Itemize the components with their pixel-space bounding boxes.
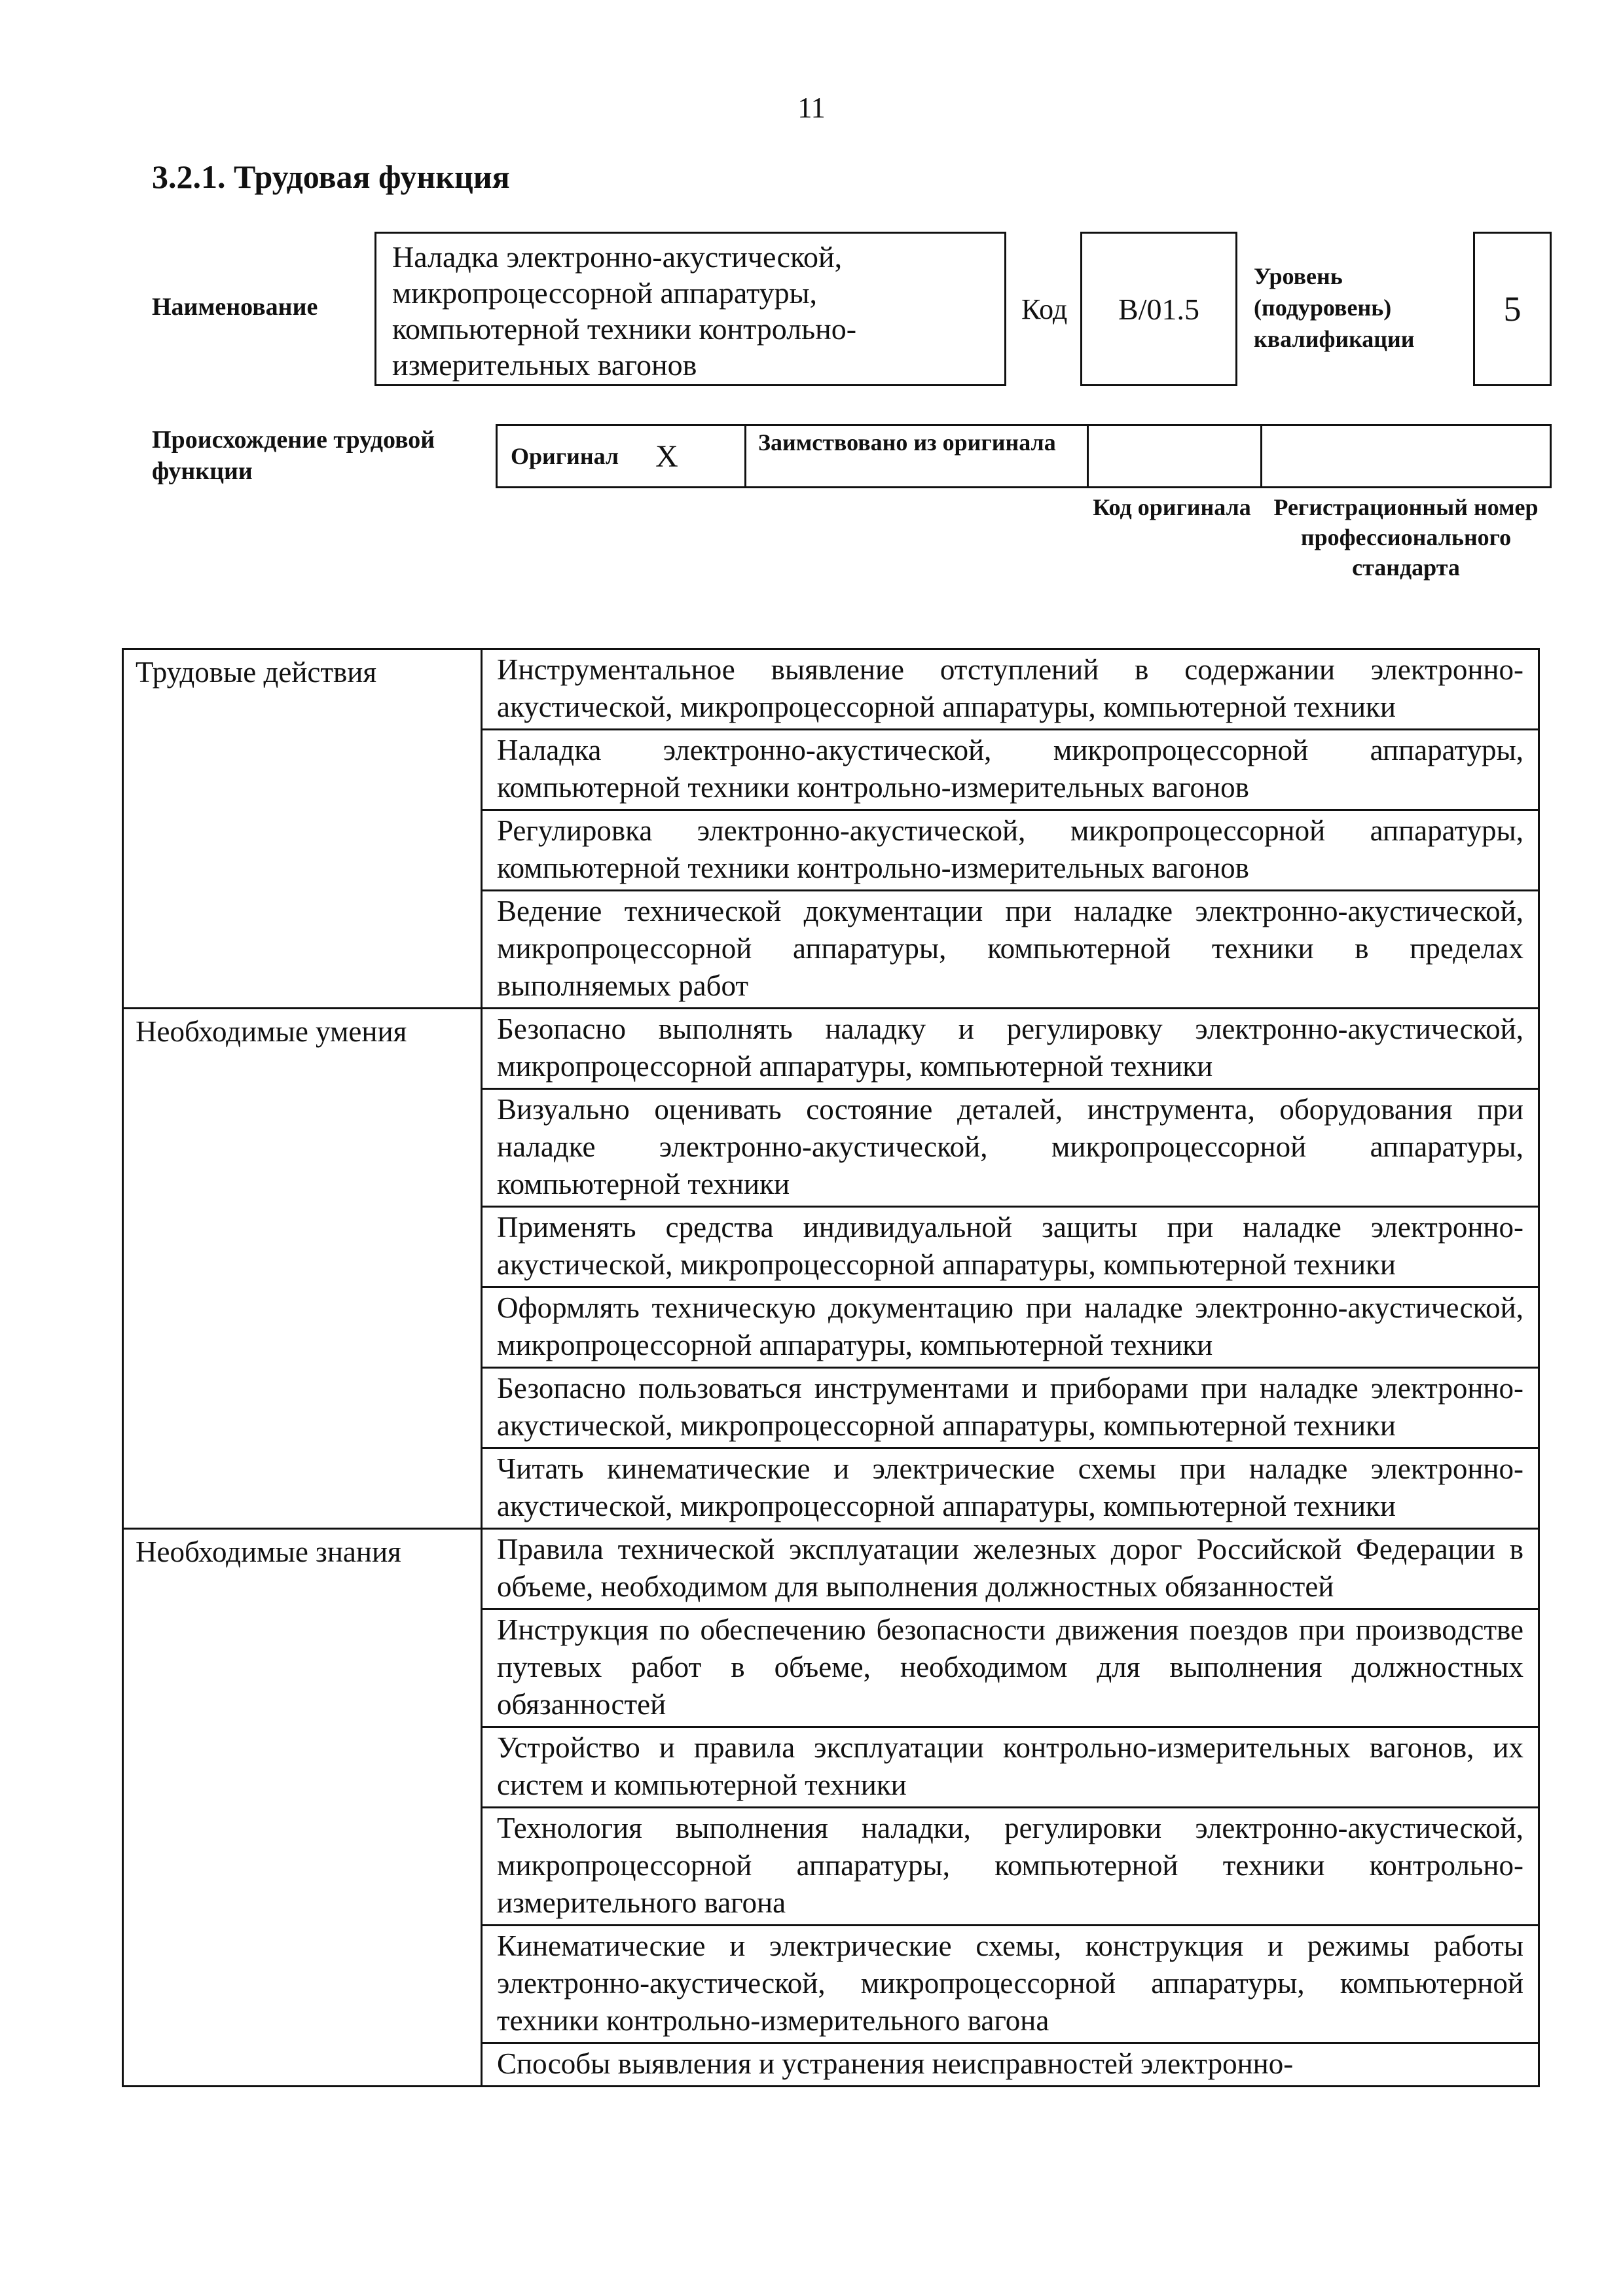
section-item: Устройство и правила эксплуатации контрольно-измерительных вагонов, их систем и компьютерной техники <box>482 1727 1539 1808</box>
section-item: Применять средства индивидуальной защиты при наладке электронно-акустической, микропроцессорной аппаратуры, компьютерной техники <box>482 1207 1539 1287</box>
table-row <box>123 1529 1539 1609</box>
origin-table <box>496 424 1552 488</box>
origin-original-cell <box>498 426 746 486</box>
section-item: Инструкция по обеспечению безопасности движения поездов при производстве путевых работ в объеме, необходимом для выполнения должностных обязанностей <box>482 1609 1539 1727</box>
original-label: Оригинал <box>511 443 619 469</box>
origin-label: Происхождение трудовой функции <box>152 426 435 485</box>
function-table <box>122 648 1540 2087</box>
code-value-box: В/01.5 <box>1080 232 1237 386</box>
section-item: Оформлять техническую документацию при наладке электронно-акустической, микропроцессорной аппаратуры, компьютерной техники <box>482 1287 1539 1368</box>
section-item: Способы выявления и устранения неисправностей электронно- <box>482 2043 1539 2087</box>
reg-number-cell <box>1262 426 1550 486</box>
section-category: Трудовые действия <box>123 649 482 1009</box>
section-item: Технология выполнения наладки, регулировки электронно-акустической, микропроцессорной аппаратуры, компьютерной техники контрольно-измерительного вагона <box>482 1808 1539 1926</box>
section-title: 3.2.1. Трудовая функция <box>152 158 510 195</box>
section-item: Визуально оценивать состояние деталей, инструмента, оборудования при наладке электронно-акустической, микропроцессорной аппаратуры, компьютерной техники <box>482 1089 1539 1207</box>
reg-number-caption: Регистрационный номер профессионального стандарта <box>1273 494 1539 581</box>
section-item: Ведение технической документации при наладке электронно-акустической, микропроцессорной аппаратуры, компьютерной техники в пределах выполняемых работ <box>482 891 1539 1009</box>
code-original-caption: Код оригинала <box>1093 494 1251 520</box>
section-item: Безопасно пользоваться инструментами и приборами при наладке электронно-акустической, микропроцессорной аппаратуры, компьютерной техники <box>482 1368 1539 1448</box>
page-number: 11 <box>797 92 826 124</box>
section-item: Читать кинематические и электрические схемы при наладке электронно-акустической, микропроцессорной аппаратуры, компьютерной техники <box>482 1448 1539 1529</box>
section-category: Необходимые знания <box>123 1529 482 2087</box>
section-item: Регулировка электронно-акустической, микропроцессорной аппаратуры, компьютерной техники контрольно-измерительных вагонов <box>482 810 1539 891</box>
section-item: Наладка электронно-акустической, микропроцессорной аппаратуры, компьютерной техники контрольно-измерительных вагонов <box>482 730 1539 810</box>
original-code-cell <box>1089 426 1262 486</box>
level-value-box: 5 <box>1473 232 1552 386</box>
section-item: Правила технической эксплуатации железных дорог Российской Федерации в объеме, необходимом для выполнения должностных обязанностей <box>482 1529 1539 1609</box>
section-item: Кинематические и электрические схемы, конструкция и режимы работы электронно-акустической, микропроцессорной аппаратуры, компьютерной техники контрольно-измерительного вагона <box>482 1926 1539 2043</box>
table-row <box>123 649 1539 730</box>
section-category: Необходимые умения <box>123 1009 482 1529</box>
code-label: Код <box>1021 293 1068 325</box>
section-item: Безопасно выполнять наладку и регулировку электронно-акустической, микропроцессорной аппаратуры, компьютерной техники <box>482 1009 1539 1089</box>
table-row <box>123 1009 1539 1089</box>
borrowed-label: Заимствовано из оригинала <box>746 426 1089 486</box>
name-value-box: Наладка электронно-акустической, микропроцессорной аппаратуры, компьютерной техники контрольно-измерительных вагонов <box>374 232 1006 386</box>
original-mark: Х <box>655 439 678 474</box>
name-label: Наименование <box>152 293 318 321</box>
section-item: Инструментальное выявление отступлений в содержании электронно-акустической, микропроцессорной аппаратуры, компьютерной техники <box>482 649 1539 730</box>
level-label: Уровень (подуровень) квалификации <box>1254 263 1415 352</box>
